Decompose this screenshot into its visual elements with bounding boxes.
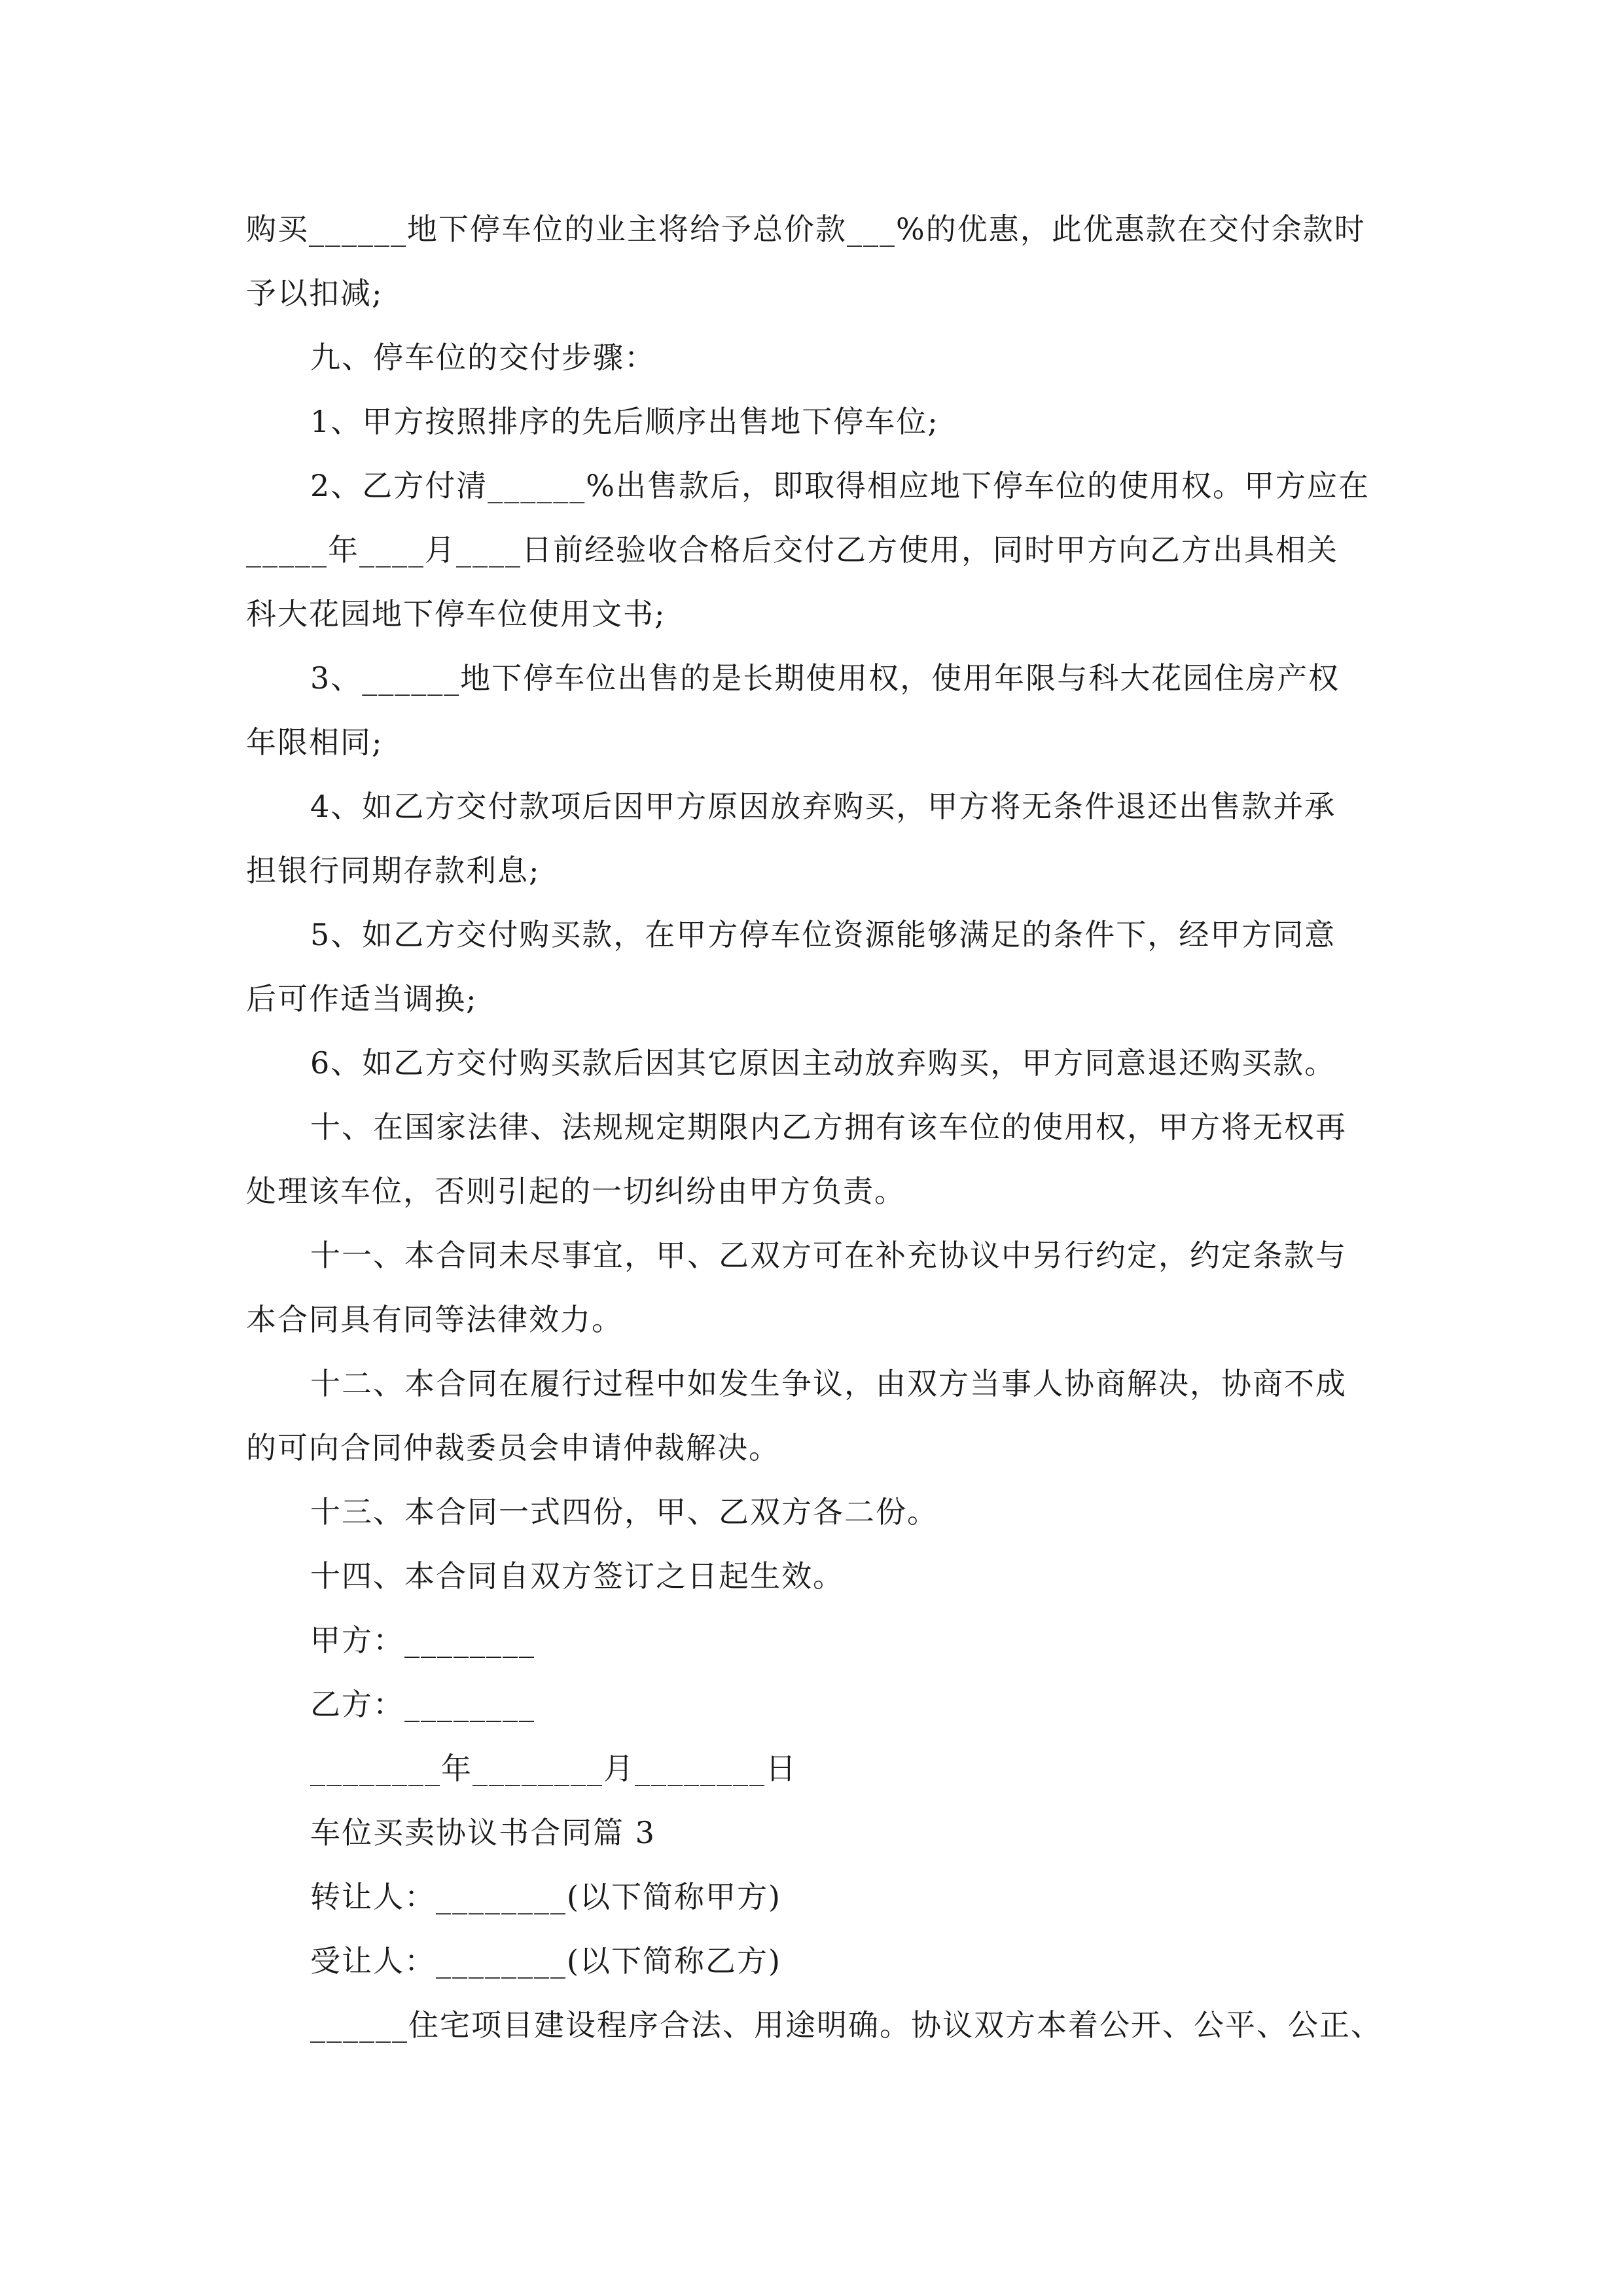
text-line: 十一、本合同未尽事宜，甲、乙双方可在补充协议中另行约定，约定条款与 <box>310 1238 1347 1273</box>
text-line: _____年____月____日前经验收合格后交付乙方使用，同时甲方向乙方出具相关 <box>246 532 1338 567</box>
transferee-line: 受让人：________(以下简称乙方) <box>310 1943 781 1979</box>
text-line: 5、如乙方交付购买款，在甲方停车位资源能够满足的条件下，经甲方同意 <box>310 917 1336 952</box>
text-line: 担银行同期存款利息; <box>246 853 541 888</box>
text-line: 2、乙方付清______%出售款后，即取得相应地下停车位的使用权。甲方应在 <box>310 468 1370 503</box>
section-heading: 车位买卖协议书合同篇 3 <box>310 1815 656 1850</box>
text-line: 的可向合同仲裁委员会申请仲裁解决。 <box>246 1430 780 1465</box>
text-line: 后可作适当调换; <box>246 981 478 1016</box>
text-line: 3、______地下停车位出售的是长期使用权，使用年限与科大花园住房产权 <box>310 660 1340 696</box>
text-line: 本合同具有同等法律效力。 <box>246 1302 623 1337</box>
text-line: 九、停车位的交付步骤： <box>310 340 656 375</box>
signature-party-b: 乙方：________ <box>310 1687 535 1722</box>
text-line: 1、甲方按照排序的先后顺序出售地下停车位; <box>310 404 939 439</box>
text-line: 十、在国家法律、法规规定期限内乙方拥有该车位的使用权，甲方将无权再 <box>310 1109 1347 1145</box>
text-line: 十三、本合同一式四份，甲、乙双方各二份。 <box>310 1494 938 1530</box>
signature-date: ________年________月________日 <box>310 1751 797 1786</box>
text-line: 处理该车位，否则引起的一切纠纷由甲方负责。 <box>246 1174 906 1209</box>
text-line: 科大花园地下停车位使用文书; <box>246 596 666 632</box>
signature-party-a: 甲方：________ <box>310 1623 535 1658</box>
text-line: 十二、本合同在履行过程中如发生争议，由双方当事人协商解决，协商不成 <box>310 1366 1347 1401</box>
text-line: 4、如乙方交付款项后因甲方原因放弃购买，甲方将无条件退还出售款并承 <box>310 789 1336 824</box>
text-line: 6、如乙方交付购买款后因其它原因主动放弃购买，甲方同意退还购买款。 <box>310 1045 1336 1081</box>
text-line: ______住宅项目建设程序合法、用途明确。协议双方本着公开、公平、公正、 <box>310 2007 1382 2043</box>
text-line: 年限相同; <box>246 725 383 760</box>
transferor-line: 转让人：________(以下简称甲方) <box>310 1879 781 1914</box>
text-line: 购买______地下停车位的业主将给予总价款___%的优惠，此优惠款在交付余款时 <box>246 211 1366 247</box>
text-line: 予以扣减; <box>246 276 383 311</box>
text-line: 十四、本合同自双方签订之日起生效。 <box>310 1558 844 1594</box>
